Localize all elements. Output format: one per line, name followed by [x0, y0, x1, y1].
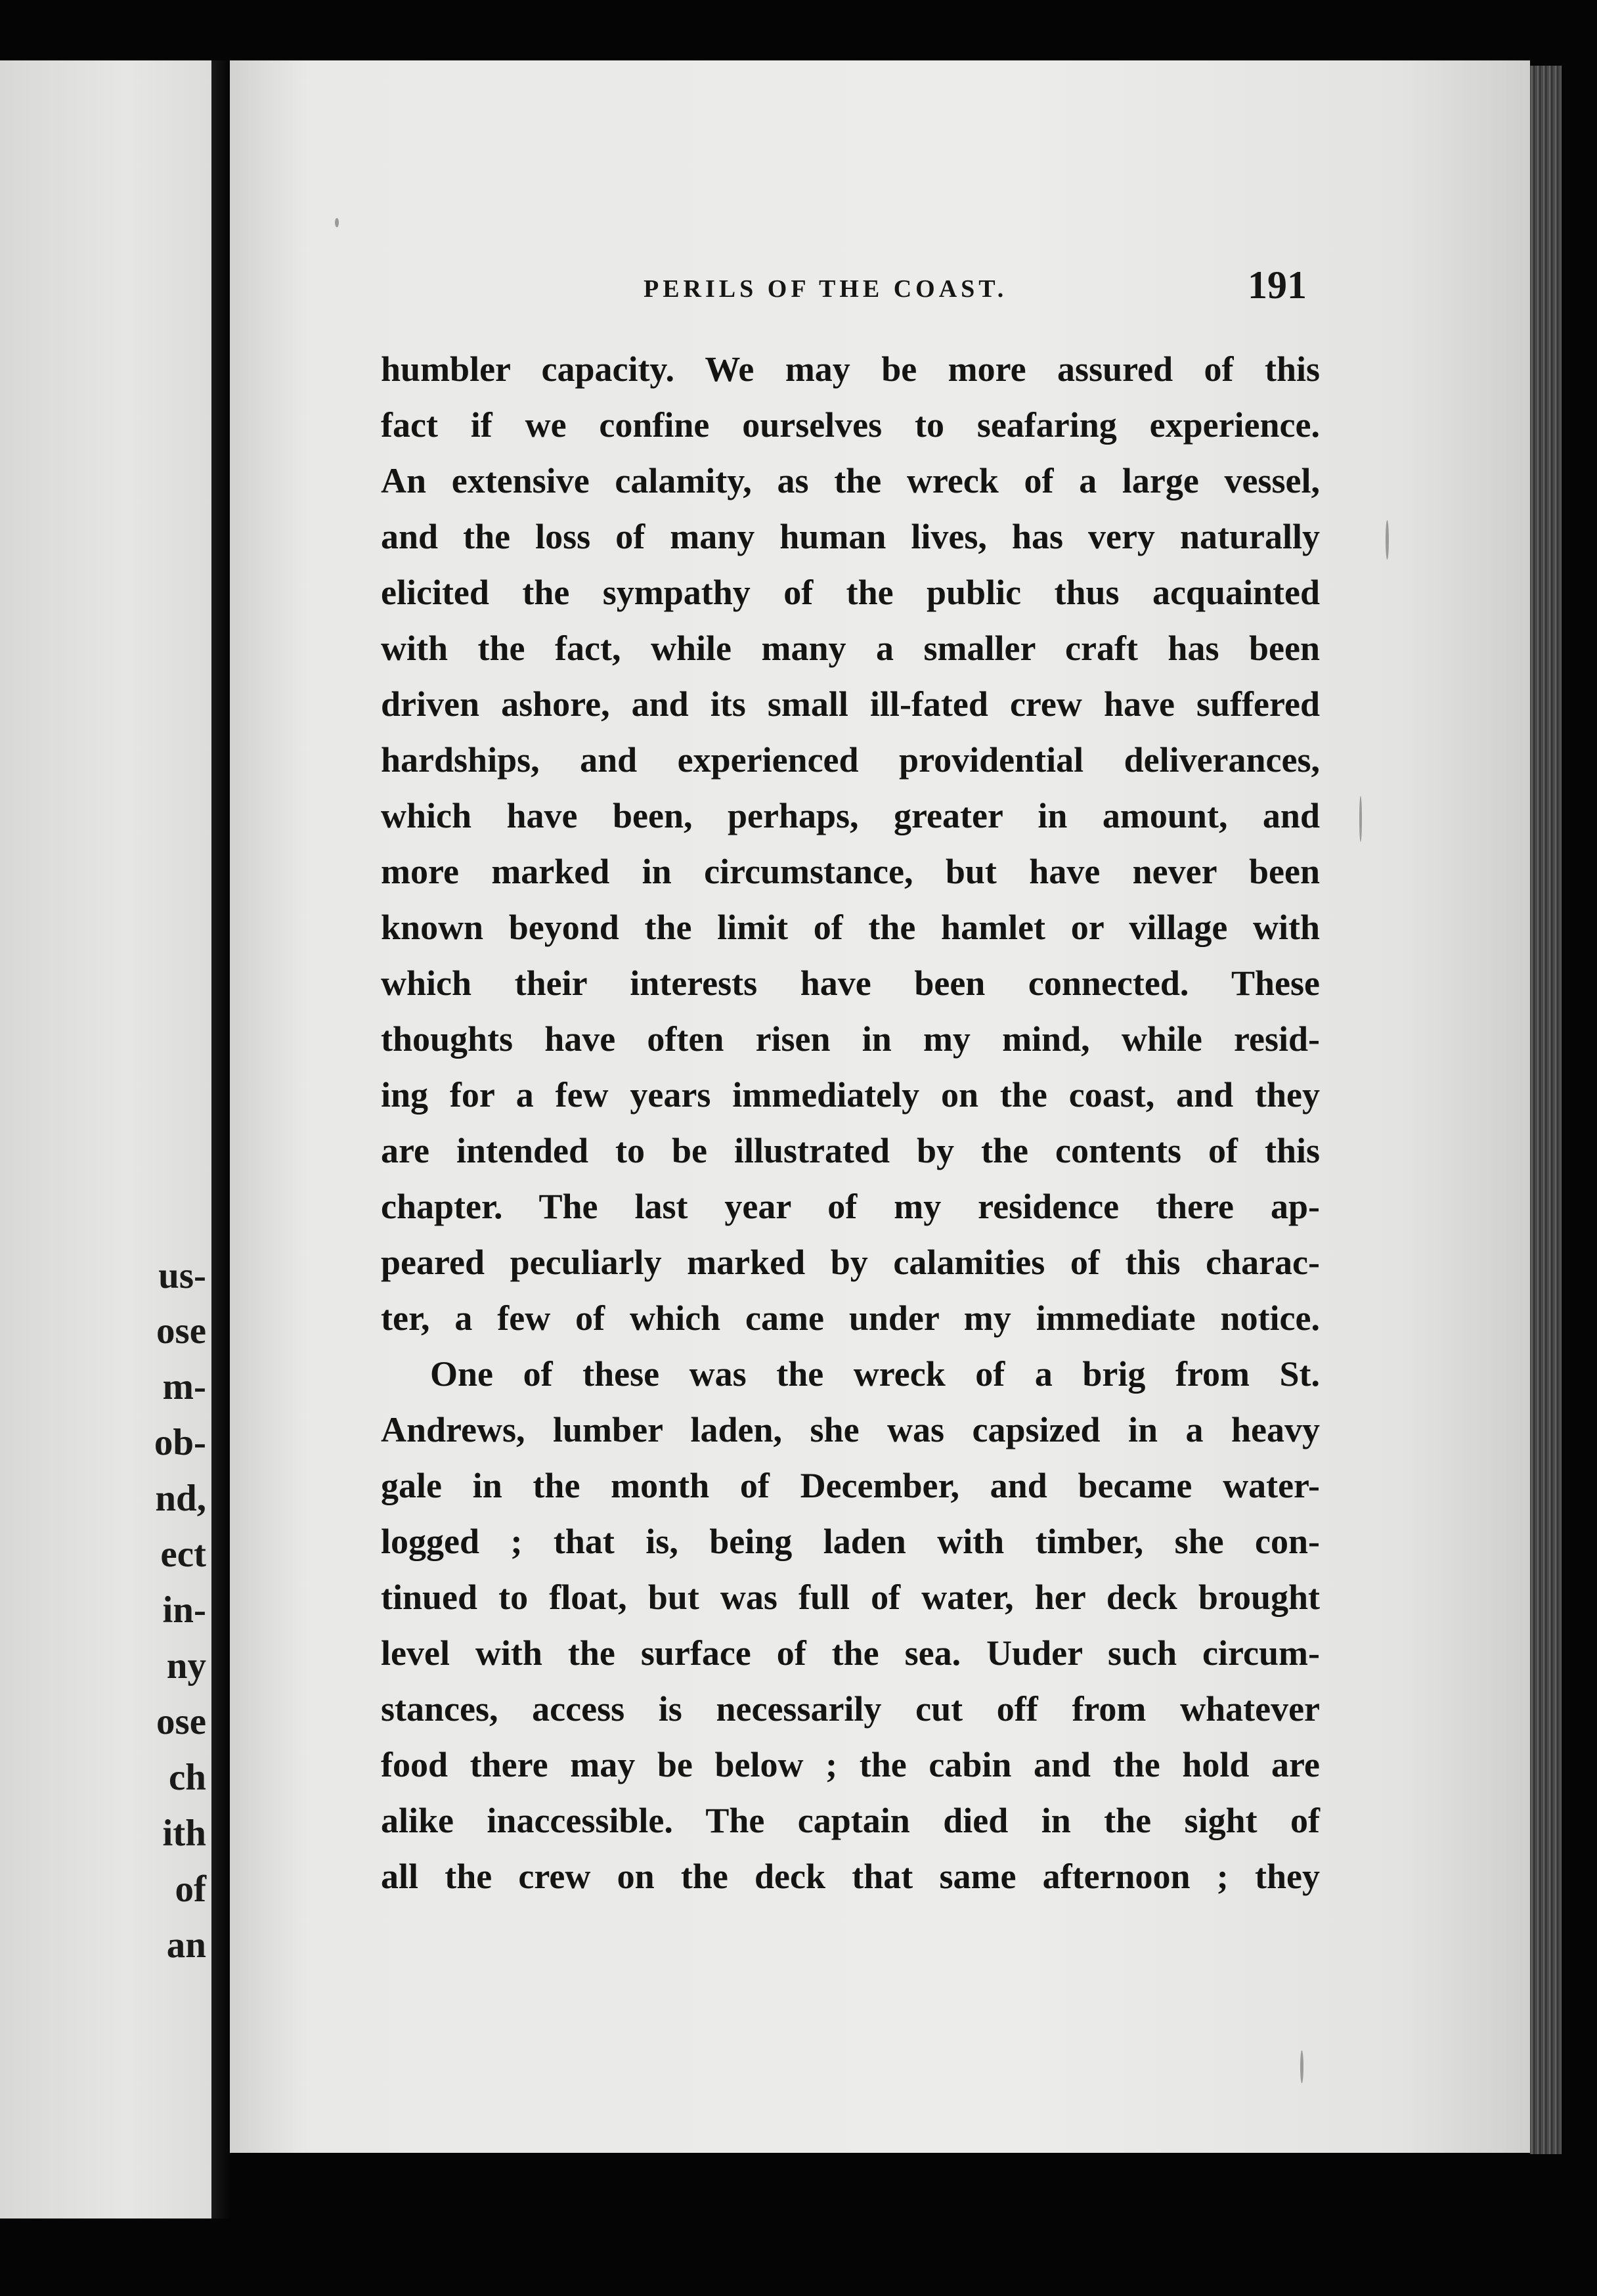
- text-line: food there may be below ; the cabin and the hold are: [381, 1745, 1320, 1784]
- facing-page-word-fragment: us-: [158, 1255, 206, 1296]
- facing-page-word-fragment: ose: [156, 1701, 206, 1742]
- text-line: thoughts have often risen in my mind, while resid-: [381, 1019, 1320, 1059]
- page-number: 191: [1248, 263, 1307, 307]
- text-line: ter, a few of which came under my immediate notice.: [381, 1298, 1320, 1338]
- text-line: all the crew on the deck that same afternoon ; they: [381, 1857, 1320, 1896]
- body-text: [381, 342, 1320, 1905]
- text-line: hardships, and experienced providential deliverances,: [381, 740, 1320, 780]
- facing-page-word-fragment: in-: [162, 1589, 206, 1631]
- text-line: which have been, perhaps, greater in amount, and: [381, 796, 1320, 835]
- page-header: [381, 263, 1313, 315]
- paper-mark: [1359, 796, 1362, 842]
- text-line: humbler capacity. We may be more assured of this: [381, 349, 1320, 389]
- paper-mark: [1300, 2050, 1303, 2083]
- facing-page-word-fragment: ose: [156, 1310, 206, 1352]
- running-head: PERILS OF THE COAST.: [644, 275, 1008, 303]
- facing-page-word-fragment: nd,: [155, 1478, 206, 1519]
- facing-page-word-fragment: m-: [162, 1366, 206, 1407]
- page-block-edges: [1530, 66, 1562, 2154]
- paper-speck: [335, 218, 339, 227]
- text-line: and the loss of many human lives, has very naturally: [381, 517, 1320, 556]
- text-line: which their interests have been connected. These: [381, 963, 1320, 1003]
- text-line: logged ; that is, being laden with timber, she con-: [381, 1522, 1320, 1561]
- book-gutter: [211, 60, 230, 2219]
- facing-page-word-fragment: ect: [160, 1534, 206, 1575]
- text-line: alike inaccessible. The captain died in the sight of: [381, 1801, 1320, 1840]
- text-line: chapter. The last year of my residence there ap-: [381, 1187, 1320, 1226]
- facing-page-word-fragment: ith: [162, 1813, 206, 1854]
- text-line: Andrews, lumber laden, she was capsized in a heavy: [381, 1410, 1320, 1449]
- text-line: more marked in circumstance, but have never been: [381, 852, 1320, 891]
- facing-page-word-fragment: ch: [169, 1757, 206, 1798]
- text-line: known beyond the limit of the hamlet or village with: [381, 908, 1320, 947]
- text-line: stances, access is necessarily cut off from whatever: [381, 1689, 1320, 1729]
- text-line: elicited the sympathy of the public thus acquainted: [381, 573, 1320, 612]
- text-line: level with the surface of the sea. Uuder such circum-: [381, 1633, 1320, 1673]
- facing-page-fragment: [0, 60, 211, 2219]
- text-line: with the fact, while many a smaller craft has been: [381, 629, 1320, 668]
- text-line: ing for a few years immediately on the coast, and they: [381, 1075, 1320, 1115]
- text-line: driven ashore, and its small ill-fated crew have suffered: [381, 684, 1320, 724]
- facing-page-word-fragment: ob-: [154, 1422, 206, 1463]
- text-line: gale in the month of December, and became water-: [381, 1466, 1320, 1505]
- facing-page-word-fragment: an: [166, 1924, 206, 1966]
- text-line: fact if we confine ourselves to seafaring experience.: [381, 405, 1320, 445]
- text-line: peared peculiarly marked by calamities of this charac-: [381, 1243, 1320, 1282]
- paragraph-first-line: One of these was the wreck of a brig from St.: [430, 1354, 1320, 1394]
- paper-mark: [1386, 520, 1389, 560]
- text-line: tinued to float, but was full of water, her deck brought: [381, 1578, 1320, 1617]
- facing-page-word-fragment: of: [175, 1868, 206, 1910]
- text-line: are intended to be illustrated by the contents of this: [381, 1131, 1320, 1170]
- facing-page-word-fragment: ny: [166, 1645, 206, 1687]
- text-line: An extensive calamity, as the wreck of a large vessel,: [381, 461, 1320, 500]
